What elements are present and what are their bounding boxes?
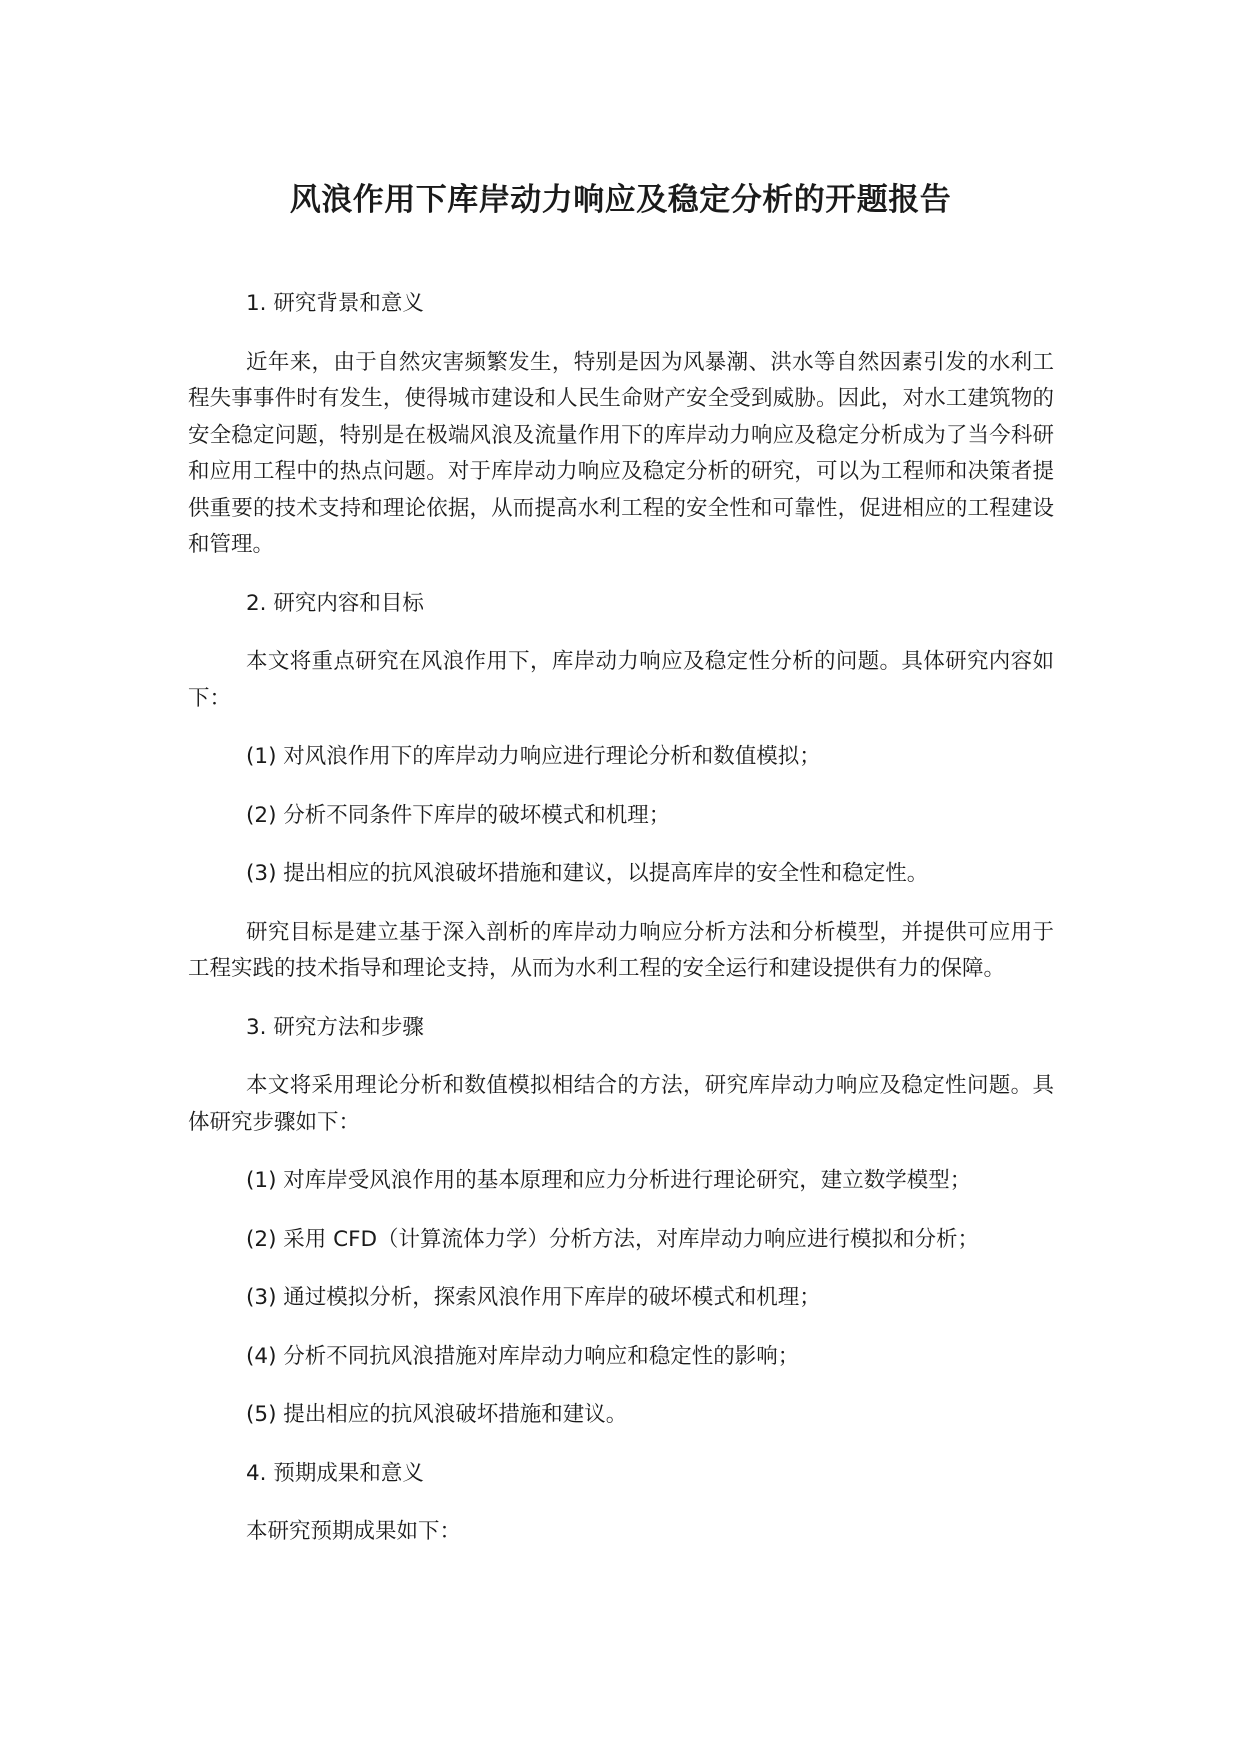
section-3-item-3: (3) 通过模拟分析，探索风浪作用下库岸的破坏模式和机理； (246, 1285, 821, 1310)
section-heading-4: 4. 预期成果和意义 (246, 1460, 424, 1486)
section-2-closing: 研究目标是建立基于深入剖析的库岸动力响应分析方法和分析模型，并提供可应用于工程实践的技术指导和理论支持，从而为水利工程的安全运行和建设提供有力的保障。 (188, 919, 1054, 981)
section-2-item-3: (3) 提出相应的抗风浪破坏措施和建议，以提高库岸的安全性和稳定性。 (246, 861, 929, 886)
section-heading-3: 3. 研究方法和步骤 (246, 1014, 424, 1040)
document-body (188, 286, 1054, 1573)
section-2-item-2: (2) 分析不同条件下库岸的破坏模式和机理； (246, 802, 671, 828)
section-2-intro: 本文将重点研究在风浪作用下，库岸动力响应及稳定性分析的问题。具体研究内容如下： (188, 649, 1054, 711)
section-1-paragraph: 近年来，由于自然灾害频繁发生，特别是因为风暴潮、洪水等自然因素引发的水利工程失事事件时有发生，使得城市建设和人民生命财产安全受到威胁。因此，对水工建筑物的安全稳定问题，特别是在极端风浪及流量作用下的库岸动力响应及稳定分析成为了当今科研和应用工程中的热点问题。对于库岸动力响应及稳定分析的研究，可以为工程师和决策者提供重要的技术支持和理论依据，从而提高水利工程的安全性和可靠性，促进相应的工程建设和管理。 (188, 349, 1054, 557)
section-heading-1: 1. 研究背景和意义 (246, 291, 424, 316)
section-3-item-5: (5) 提出相应的抗风浪破坏措施和建议。 (246, 1402, 628, 1427)
section-heading-2: 2. 研究内容和目标 (246, 590, 424, 616)
section-3-item-4: (4) 分析不同抗风浪措施对库岸动力响应和稳定性的影响； (246, 1343, 800, 1369)
section-4-note: 本研究预期成果如下： (246, 1519, 462, 1544)
section-2-item-1: (1) 对风浪作用下的库岸动力响应进行理论分析和数值模拟； (246, 744, 821, 769)
section-3-item-2: (2) 采用 CFD（计算流体力学）分析方法，对库岸动力响应进行模拟和分析； (246, 1226, 980, 1252)
section-3-intro: 本文将采用理论分析和数值模拟相结合的方法，研究库岸动力响应及稳定性问题。具体研究步骤如下： (188, 1073, 1054, 1135)
document-title: 风浪作用下库岸动力响应及稳定分析的开题报告 (289, 182, 952, 218)
section-3-item-1: (1) 对库岸受风浪作用的基本原理和应力分析进行理论研究，建立数学模型； (246, 1168, 972, 1193)
